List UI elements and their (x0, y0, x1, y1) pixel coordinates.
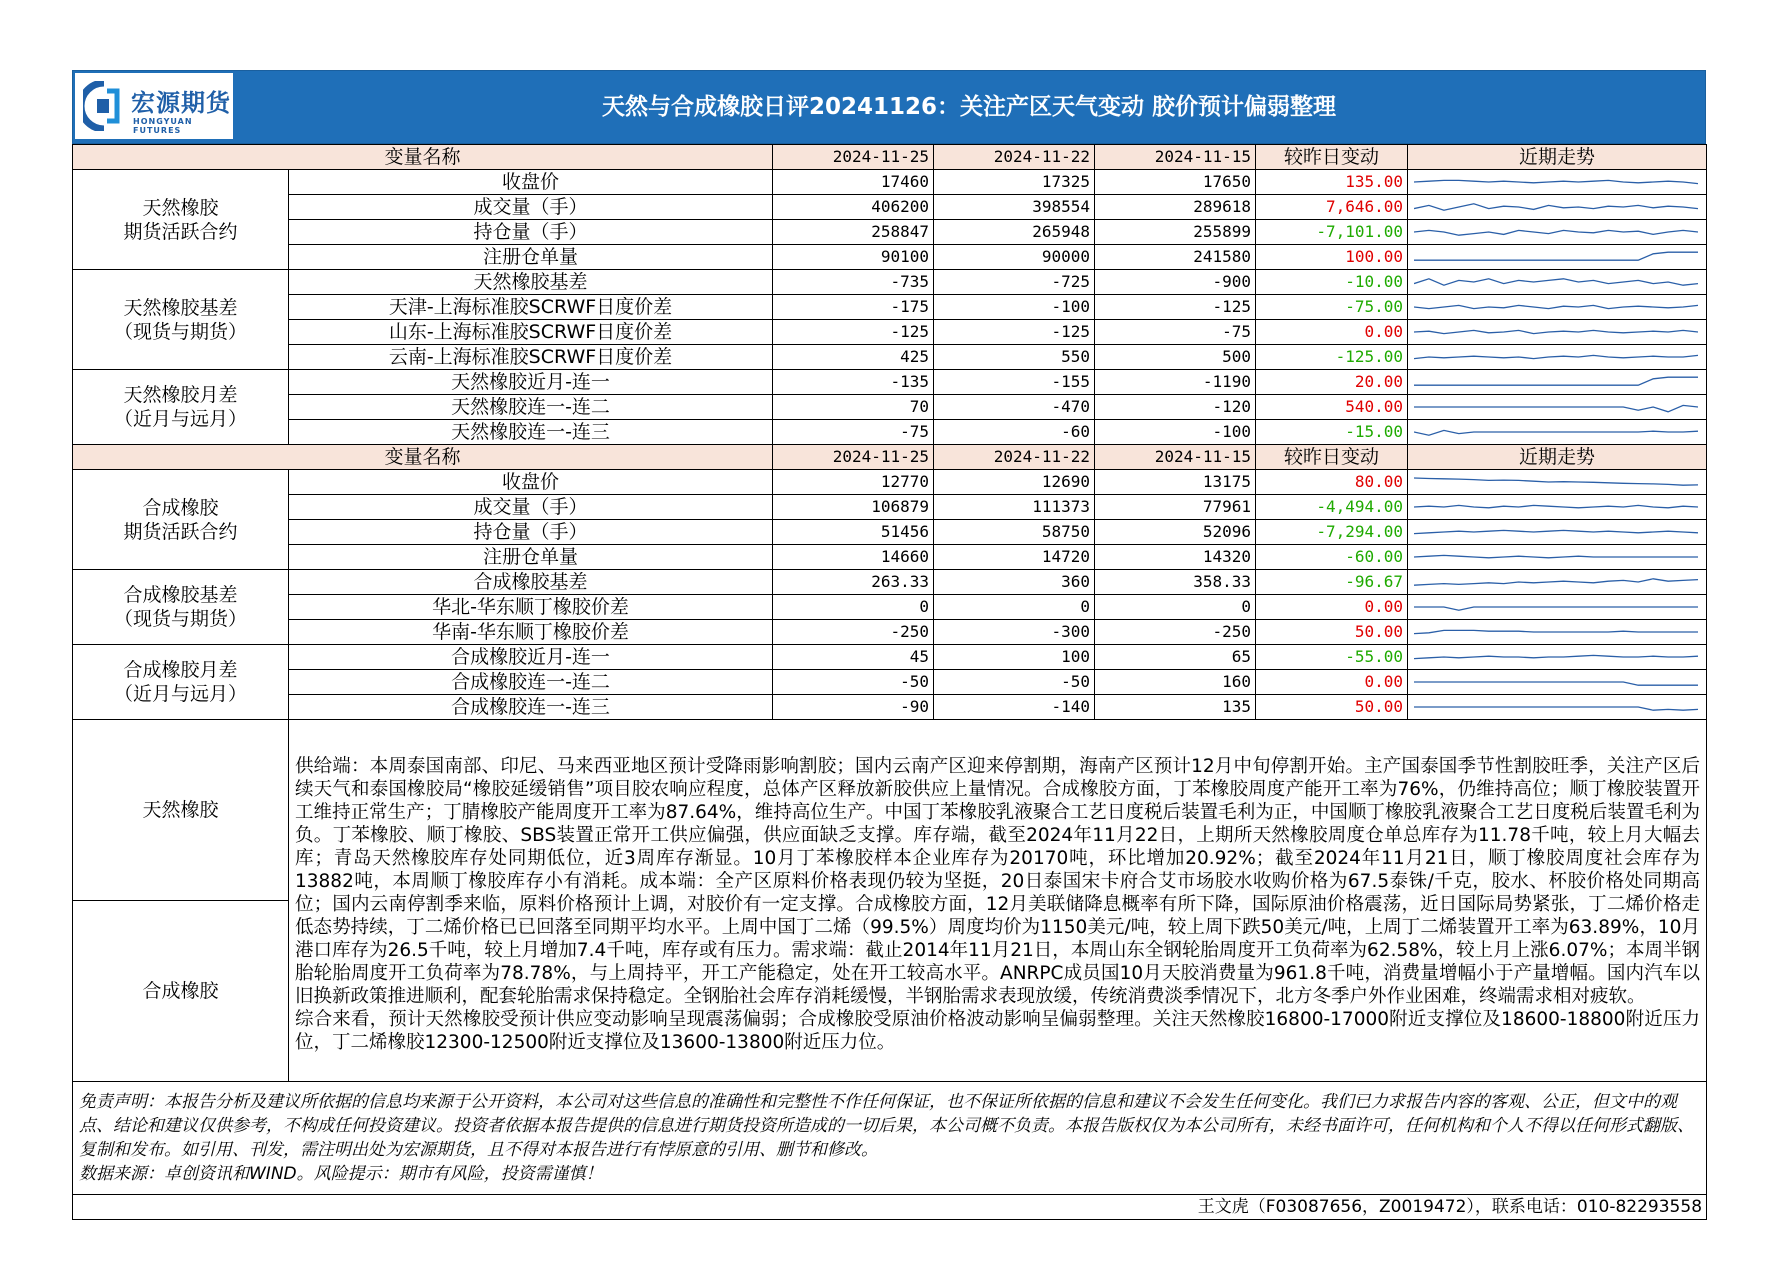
value-date-1: 12770 (773, 470, 934, 495)
sparkline-chart (1414, 674, 1698, 690)
col-header-date-2: 2024-11-22 (934, 145, 1095, 170)
value-date-2: 111373 (934, 495, 1095, 520)
value-date-2: 550 (934, 345, 1095, 370)
value-date-3: 241580 (1095, 245, 1256, 270)
trend-cell (1408, 220, 1707, 245)
value-date-3: 135 (1095, 695, 1256, 720)
trend-cell (1408, 345, 1707, 370)
value-date-2: 58750 (934, 520, 1095, 545)
table-row (73, 695, 1707, 720)
variable-name: 天津-上海标准胶SCRWF日度价差 (289, 295, 773, 320)
trend-cell (1408, 470, 1707, 495)
col-header-change: 较昨日变动 (1256, 445, 1408, 470)
sparkline-chart (1414, 574, 1698, 590)
daily-change: -4,494.00 (1256, 495, 1408, 520)
trend-cell (1408, 670, 1707, 695)
value-date-1: -75 (773, 420, 934, 445)
trend-cell (1408, 320, 1707, 345)
trend-cell (1408, 545, 1707, 570)
value-date-3: -100 (1095, 420, 1256, 445)
trend-cell (1408, 645, 1707, 670)
report-sheet (72, 70, 1706, 1220)
value-date-1: 51456 (773, 520, 934, 545)
value-date-1: 0 (773, 595, 934, 620)
trend-cell (1408, 170, 1707, 195)
daily-change: -55.00 (1256, 645, 1408, 670)
daily-change: -10.00 (1256, 270, 1408, 295)
value-date-2: -50 (934, 670, 1095, 695)
table-row (73, 295, 1707, 320)
analysis-section (73, 720, 1707, 1220)
hongyuan-logo-icon (83, 81, 125, 131)
group-label: 天然橡胶基差 （现货与期货） (73, 270, 289, 370)
value-date-1: 14660 (773, 545, 934, 570)
variable-name: 收盘价 (289, 170, 773, 195)
table-row (73, 495, 1707, 520)
value-date-2: -140 (934, 695, 1095, 720)
column-header-row (73, 445, 1707, 470)
daily-change: -7,101.00 (1256, 220, 1408, 245)
data-source-text: 数据来源：卓创资讯和WIND。风险提示：期市有风险，投资需谨慎！ (79, 1164, 603, 1184)
trend-cell (1408, 245, 1707, 270)
variable-name: 注册仓单量 (289, 245, 773, 270)
trend-cell (1408, 370, 1707, 395)
column-header-row (73, 145, 1707, 170)
trend-cell (1408, 270, 1707, 295)
table-row (73, 595, 1707, 620)
value-date-1: 258847 (773, 220, 934, 245)
sparkline-chart (1414, 274, 1698, 290)
group-label: 合成橡胶 期货活跃合约 (73, 470, 289, 570)
value-date-2: -155 (934, 370, 1095, 395)
daily-change: -75.00 (1256, 295, 1408, 320)
disclaimer-block (73, 1082, 1707, 1195)
analysis-label-natural: 天然橡胶 (73, 720, 289, 901)
logo-english-text: HONGYUAN FUTURES (133, 117, 193, 135)
value-date-2: 0 (934, 595, 1095, 620)
col-header-trend: 近期走势 (1408, 145, 1707, 170)
value-date-1: 406200 (773, 195, 934, 220)
table-row (73, 345, 1707, 370)
value-date-3: 17650 (1095, 170, 1256, 195)
natural-rubber-section (73, 145, 1707, 445)
value-date-1: -735 (773, 270, 934, 295)
sparkline-chart (1414, 649, 1698, 665)
report-title: 天然与合成橡胶日评20241126：关注产区天气变动 胶价预计偏弱整理 (601, 94, 1337, 120)
disclaimer-text: 免责声明：本报告分析及建议所依据的信息均来源于公开资料，本公司对这些信息的准确性和完整性不作任何保证，也不保证所依据的信息和建议不会发生任何变化。我们已力求报告内容的客观、公正，但文中的观点、结论和建议仅供参考，不构成任何投资建议。投资者依据本报告提供的信息进行期货投资所造成的一切后果，本公司概不负责。本报告版权仅为本公司所有，未经书面许可，任何机构和个人不得以任何形式翻版、复制和发布。如引用、刊发，需注明出处为宏源期货，且不得对本报告进行有悖原意的引用、删节和修改。 (79, 1092, 1694, 1160)
daily-change: 0.00 (1256, 670, 1408, 695)
group-label: 合成橡胶月差 （近月与远月） (73, 645, 289, 720)
daily-change: 50.00 (1256, 620, 1408, 645)
value-date-3: -1190 (1095, 370, 1256, 395)
value-date-1: 45 (773, 645, 934, 670)
sparkline-chart (1414, 524, 1698, 540)
report-header (72, 70, 1706, 144)
table-row (73, 570, 1707, 595)
table-row (73, 270, 1707, 295)
value-date-1: 70 (773, 395, 934, 420)
table-row (73, 645, 1707, 670)
daily-change: 540.00 (1256, 395, 1408, 420)
daily-change: 0.00 (1256, 595, 1408, 620)
value-date-3: -120 (1095, 395, 1256, 420)
col-header-date-2: 2024-11-22 (934, 445, 1095, 470)
value-date-3: 289618 (1095, 195, 1256, 220)
variable-name: 成交量（手） (289, 495, 773, 520)
table-row (73, 395, 1707, 420)
table-row (73, 370, 1707, 395)
trend-cell (1408, 195, 1707, 220)
table-row (73, 670, 1707, 695)
value-date-2: 398554 (934, 195, 1095, 220)
analysis-body: 供给端：本周泰国南部、印尼、马来西亚地区预计受降雨影响割胶；国内云南产区迎来停割期，海南产区预计12月中旬停割开始。主产国泰国季节性割胶旺季，关注产区后续天气和泰国橡胶局“橡胶延缓销售”项目胶农响应程度，总体产区释放新胶供应上量情况。合成橡胶方面，丁苯橡胶周度产能开工率为76%，仍维持高位；顺丁橡胶装置开工维持正常生产；丁腈橡胶产能周度开工率为87.64%，维持高位生产。中国丁苯橡胶乳液聚合工艺日度税后装置毛利为正，中国顺丁橡胶乳液聚合工艺日度税后装置毛利为负。丁苯橡胶、顺丁橡胶、SBS装置正常开工供应偏强，供应面缺乏支撑。库存端，截至2024年11月22日，上期所天然橡胶周度仓单总库存为11.78千吨，较上月大幅去库；青岛天然橡胶库存处同期低位，近3周库存渐显。10月丁苯橡胶样本企业库存为20170吨，环比增加20.92%；截至2024年11月21日，顺丁橡胶周度社会库存为13882吨，本周顺丁橡胶库存小有消耗。成本端：全产区原料价格表现仍较为坚挺，20日泰国宋卡府合艾市场胶水收购价格为67.5泰铢/千克，胶水、杯胶价格处同期高位；国内云南停割季来临，原料价格预计上调，对胶价有一定支撑。合成橡胶方面，12月美联储降息概率有所下降，国际原油价格震荡，近日国际局势紧张，丁二烯价格走低态势持续，丁二烯价格已已回落至同期平均水平。上周中国丁二烯（99.5%）周度均价为1150美元/吨，较上周下跌50美元/吨，上周丁二烯装置开工率为63.89%，10月港口库存为26.5千吨，较上月增加7.4千吨，库存或有压力。需求端：截止2014年11月21日，本周山东全钢轮胎周度开工负荷率为62.58%，较上月上涨6.07%；本周半钢胎轮胎周度开工负荷率为78.78%，与上周持平，开工产能稳定，处在开工较高水平。ANRPC成员国10月天胶消费量为961.8千吨，消费量增幅小于产量增幅。国内汽车以旧换新政策推进顺利，配套轮胎需求保持稳定。全钢胎社会库存消耗缓慢，半钢胎需求表现放缓，传统消费淡季情况下，北方冬季户外作业困难，终端需求相对疲软。 (295, 756, 1701, 1007)
sparkline-chart (1414, 374, 1698, 390)
variable-name: 注册仓单量 (289, 545, 773, 570)
value-date-3: 52096 (1095, 520, 1256, 545)
variable-name: 收盘价 (289, 470, 773, 495)
value-date-3: 77961 (1095, 495, 1256, 520)
value-date-2: 17325 (934, 170, 1095, 195)
value-date-2: -470 (934, 395, 1095, 420)
variable-name: 天然橡胶近月-连一 (289, 370, 773, 395)
value-date-2: -60 (934, 420, 1095, 445)
table-row (73, 195, 1707, 220)
daily-change: -7,294.00 (1256, 520, 1408, 545)
sparkline-chart (1414, 249, 1698, 265)
variable-name: 持仓量（手） (289, 220, 773, 245)
value-date-2: 14720 (934, 545, 1095, 570)
daily-change: 0.00 (1256, 320, 1408, 345)
value-date-2: 90000 (934, 245, 1095, 270)
daily-change: -60.00 (1256, 545, 1408, 570)
value-date-2: -300 (934, 620, 1095, 645)
variable-name: 成交量（手） (289, 195, 773, 220)
logo-chinese-text: 宏源期货 (131, 89, 231, 117)
trend-cell (1408, 595, 1707, 620)
group-label: 天然橡胶月差 （近月与远月） (73, 370, 289, 445)
value-date-3: 0 (1095, 595, 1256, 620)
value-date-3: 160 (1095, 670, 1256, 695)
group-label: 天然橡胶 期货活跃合约 (73, 170, 289, 270)
table-row (73, 520, 1707, 545)
sparkline-chart (1414, 624, 1698, 640)
value-date-2: -125 (934, 320, 1095, 345)
trend-cell (1408, 620, 1707, 645)
col-header-date-3: 2024-11-15 (1095, 145, 1256, 170)
value-date-3: 255899 (1095, 220, 1256, 245)
value-date-2: 360 (934, 570, 1095, 595)
value-date-1: 263.33 (773, 570, 934, 595)
daily-change: 100.00 (1256, 245, 1408, 270)
sparkline-chart (1414, 224, 1698, 240)
value-date-1: -175 (773, 295, 934, 320)
value-date-1: 425 (773, 345, 934, 370)
value-date-1: -50 (773, 670, 934, 695)
analysis-label-synthetic: 合成橡胶 (73, 901, 289, 1082)
value-date-2: -100 (934, 295, 1095, 320)
table-row (73, 320, 1707, 345)
daily-change: 80.00 (1256, 470, 1408, 495)
value-date-3: 358.33 (1095, 570, 1256, 595)
sparkline-chart (1414, 499, 1698, 515)
table-row (73, 470, 1707, 495)
value-date-3: 14320 (1095, 545, 1256, 570)
variable-name: 合成橡胶连一-连三 (289, 695, 773, 720)
value-date-3: -250 (1095, 620, 1256, 645)
table-row (73, 545, 1707, 570)
col-header-change: 较昨日变动 (1256, 145, 1408, 170)
table-row (73, 220, 1707, 245)
value-date-3: 500 (1095, 345, 1256, 370)
value-date-1: -250 (773, 620, 934, 645)
group-label: 合成橡胶基差 （现货与期货） (73, 570, 289, 645)
value-date-3: -75 (1095, 320, 1256, 345)
col-header-name: 变量名称 (73, 445, 773, 470)
variable-name: 华南-华东顺丁橡胶价差 (289, 620, 773, 645)
col-header-trend: 近期走势 (1408, 445, 1707, 470)
value-date-3: 65 (1095, 645, 1256, 670)
value-date-2: 12690 (934, 470, 1095, 495)
table-row (73, 245, 1707, 270)
trend-cell (1408, 395, 1707, 420)
variable-name: 合成橡胶基差 (289, 570, 773, 595)
sparkline-chart (1414, 474, 1698, 490)
col-header-date-1: 2024-11-25 (773, 145, 934, 170)
sparkline-chart (1414, 599, 1698, 615)
trend-cell (1408, 420, 1707, 445)
trend-cell (1408, 520, 1707, 545)
value-date-1: -90 (773, 695, 934, 720)
daily-change: 7,646.00 (1256, 195, 1408, 220)
trend-cell (1408, 295, 1707, 320)
daily-change: 20.00 (1256, 370, 1408, 395)
col-header-date-3: 2024-11-15 (1095, 445, 1256, 470)
synthetic-rubber-section (73, 445, 1707, 720)
sparkline-chart (1414, 549, 1698, 565)
daily-change: -125.00 (1256, 345, 1408, 370)
sparkline-chart (1414, 299, 1698, 315)
variable-name: 华北-华东顺丁橡胶价差 (289, 595, 773, 620)
sparkline-chart (1414, 324, 1698, 340)
value-date-3: -125 (1095, 295, 1256, 320)
data-table (72, 144, 1707, 1220)
trend-cell (1408, 695, 1707, 720)
col-header-name: 变量名称 (73, 145, 773, 170)
daily-change: 50.00 (1256, 695, 1408, 720)
variable-name: 云南-上海标准胶SCRWF日度价差 (289, 345, 773, 370)
variable-name: 天然橡胶基差 (289, 270, 773, 295)
value-date-3: -900 (1095, 270, 1256, 295)
sparkline-chart (1414, 424, 1698, 440)
variable-name: 合成橡胶近月-连一 (289, 645, 773, 670)
company-logo (75, 73, 233, 139)
table-row (73, 420, 1707, 445)
variable-name: 山东-上海标准胶SCRWF日度价差 (289, 320, 773, 345)
daily-change: 135.00 (1256, 170, 1408, 195)
daily-change: -15.00 (1256, 420, 1408, 445)
variable-name: 天然橡胶连一-连三 (289, 420, 773, 445)
sparkline-chart (1414, 699, 1698, 715)
value-date-1: 17460 (773, 170, 934, 195)
trend-cell (1408, 495, 1707, 520)
analysis-text (289, 720, 1707, 1082)
table-row (73, 620, 1707, 645)
value-date-1: 106879 (773, 495, 934, 520)
value-date-1: -125 (773, 320, 934, 345)
daily-change: -96.67 (1256, 570, 1408, 595)
variable-name: 合成橡胶连一-连二 (289, 670, 773, 695)
variable-name: 持仓量（手） (289, 520, 773, 545)
value-date-2: 100 (934, 645, 1095, 670)
col-header-date-1: 2024-11-25 (773, 445, 934, 470)
variable-name: 天然橡胶连一-连二 (289, 395, 773, 420)
trend-cell (1408, 570, 1707, 595)
sparkline-chart (1414, 199, 1698, 215)
sparkline-chart (1414, 399, 1698, 415)
table-row (73, 170, 1707, 195)
contact-info: 王文虎（F03087656，Z0019472），联系电话：010-82293558 (73, 1195, 1707, 1220)
value-date-2: 265948 (934, 220, 1095, 245)
value-date-1: 90100 (773, 245, 934, 270)
sparkline-chart (1414, 174, 1698, 190)
value-date-3: 13175 (1095, 470, 1256, 495)
value-date-2: -725 (934, 270, 1095, 295)
value-date-1: -135 (773, 370, 934, 395)
analysis-summary: 综合来看，预计天然橡胶受预计供应变动影响呈现震荡偏弱；合成橡胶受原油价格波动影响呈偏弱整理。关注天然橡胶16800-17000附近支撑位及18600-18800附近压力位，丁二烯橡胶12300-12500附近支撑位及13600-13800附近压力位。 (295, 1009, 1701, 1053)
sparkline-chart (1414, 349, 1698, 365)
